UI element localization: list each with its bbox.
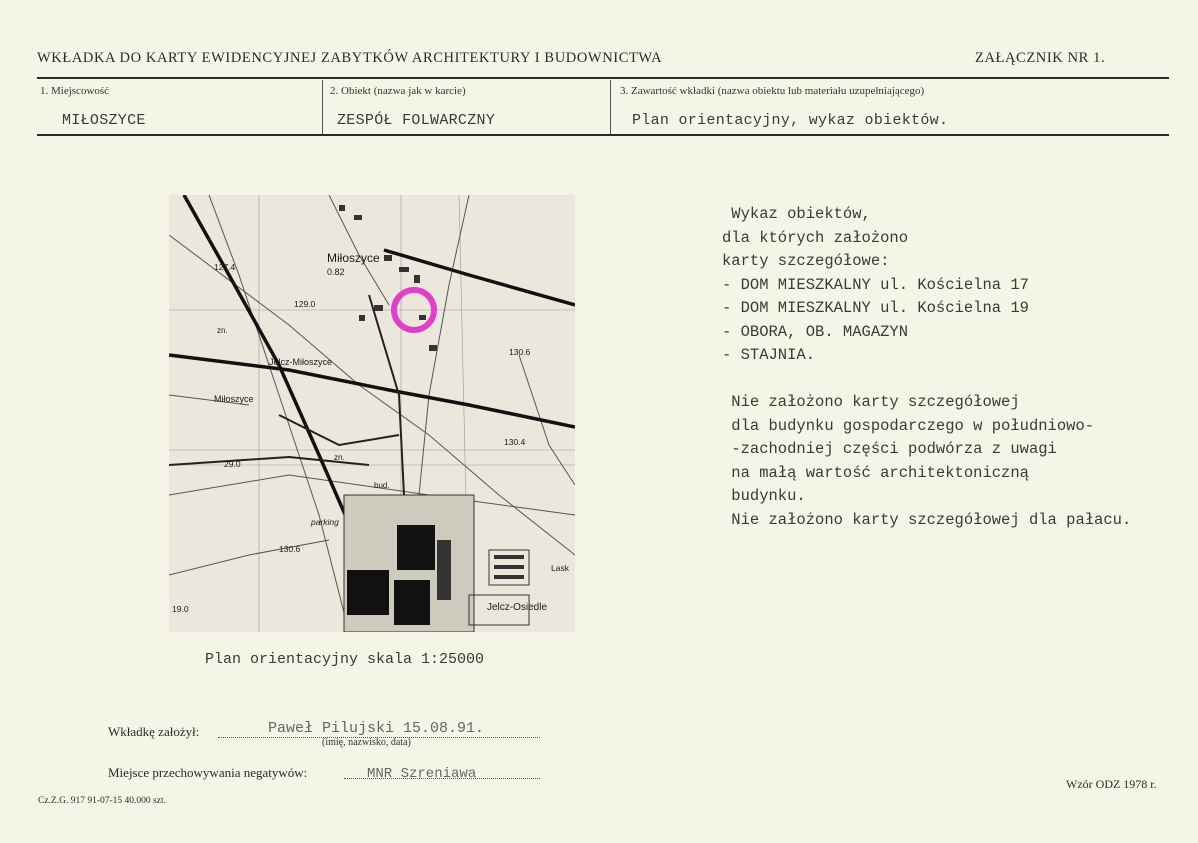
map-label-elev-1306b: 130.6 xyxy=(279,544,301,554)
note-line: na małą wartość architektoniczną xyxy=(722,463,1029,482)
map-label-osiedle: Jelcz-Osiedle xyxy=(487,602,548,613)
list-line: Wykaz obiektów, xyxy=(722,205,871,223)
list-line: karty szczegółowe: xyxy=(722,252,890,270)
map-label-bud: bud. xyxy=(374,481,390,490)
map-label-elev-290: 29.0 xyxy=(224,459,241,469)
map-label-elev-127: 127.4 xyxy=(214,262,236,272)
orientation-map xyxy=(169,195,575,632)
map-label-station: Jelcz-Miłoszyce xyxy=(269,357,333,367)
objects-list xyxy=(722,203,1029,368)
object-value: ZESPÓŁ FOLWARCZNY xyxy=(337,112,496,129)
storage-value: MNR Szreniawa xyxy=(367,766,477,782)
map-label-elev-1290: 129.0 xyxy=(294,299,316,309)
notes-block xyxy=(722,391,1131,532)
place-label: 1. Miejscowość xyxy=(40,85,110,97)
attachment-number: ZAŁĄCZNIK NR 1. xyxy=(975,50,1106,66)
map-caption: Plan orientacyjny skala 1:25000 xyxy=(205,651,485,668)
object-label: 2. Obiekt (nazwa jak w karcie) xyxy=(330,85,466,97)
list-item: - DOM MIESZKALNY ul. Kościelna 17 xyxy=(722,275,1029,294)
list-item: - OBORA, OB. MAGAZYN xyxy=(722,322,909,341)
list-line: dla których założono xyxy=(722,228,909,247)
form-title: WKŁADKA DO KARTY EWIDENCYJNEJ ZABYTKÓW ARCHITEKTURY I BUDOWNICTWA xyxy=(37,50,663,66)
author-value: Paweł Pilujski 15.08.91. xyxy=(268,720,485,737)
note-line: -zachodniej części podwórza z uwagi xyxy=(722,440,1057,458)
print-code: Cz.Z.G. 917 91-07-15 40.000 szt. xyxy=(38,796,166,806)
author-label: Wkładkę założył: xyxy=(108,724,200,739)
field-divider-1 xyxy=(322,80,323,134)
author-hint: (imię, nazwisko, data) xyxy=(322,737,411,748)
header-bottom-rule xyxy=(37,134,1169,136)
list-item: - STAJNIA. xyxy=(722,346,816,364)
storage-label: Miejsce przechowywania negatywów: xyxy=(108,765,308,780)
map-label-town: Miłoszyce xyxy=(327,251,380,265)
note-line: budynku. xyxy=(722,487,806,505)
note-line: Nie założono karty szczegółowej dla pałacu. xyxy=(722,510,1132,529)
map-label-village: Miłoszyce xyxy=(214,394,254,404)
content-value: Plan orientacyjny, wykaz obiektów. xyxy=(632,112,949,129)
map-label-elev-1304: 130.4 xyxy=(504,437,526,447)
field-divider-2 xyxy=(610,80,611,134)
header-top-rule xyxy=(37,77,1169,79)
place-value: MIŁOSZYCE xyxy=(62,112,146,129)
map-label-elev-190: 19.0 xyxy=(172,604,189,614)
form-code: Wzór ODZ 1978 r. xyxy=(1066,777,1157,791)
map-label-elev-082: 0.82 xyxy=(327,267,345,277)
map-label-sn2: zn. xyxy=(334,453,345,462)
map-label-sn1: zn. xyxy=(217,326,228,335)
map-label-lask: Lask xyxy=(551,563,569,573)
map-label-elev-1306a: 130.6 xyxy=(509,347,531,357)
note-line: dla budynku gospodarczego w południowo- xyxy=(722,416,1095,435)
note-line: Nie założono karty szczegółowej xyxy=(722,393,1020,411)
list-item: - DOM MIESZKALNY ul. Kościelna 19 xyxy=(722,299,1029,317)
map-label-parking: parking xyxy=(311,517,339,527)
content-label: 3. Zawartość wkładki (nazwa obiektu lub materiału uzupełniającego) xyxy=(620,85,925,97)
